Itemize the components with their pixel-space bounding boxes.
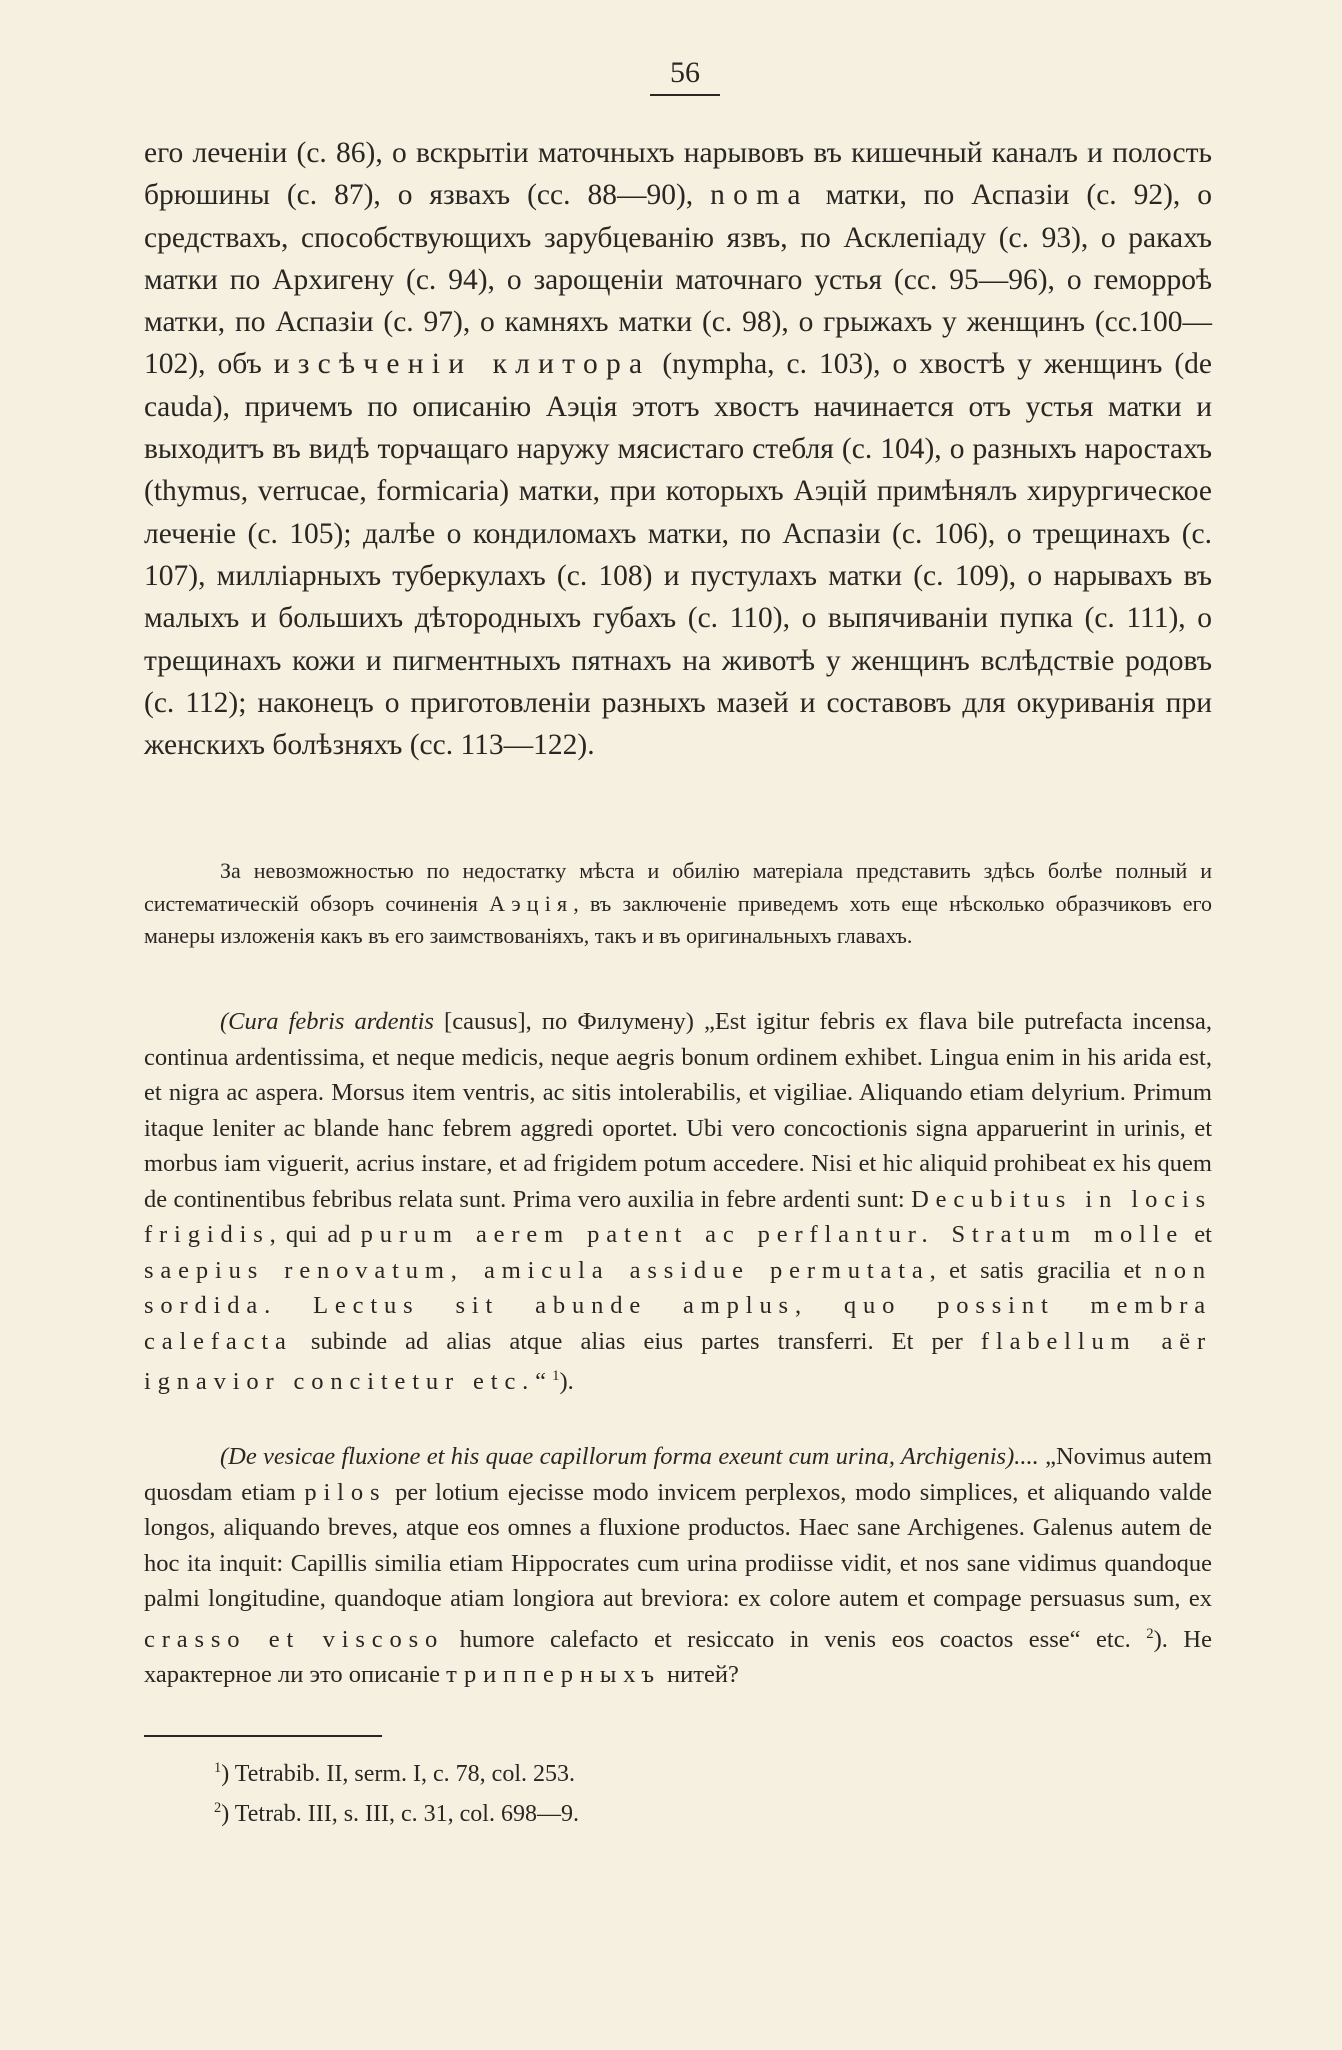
spaced-text: pilos [304, 1478, 387, 1506]
paragraph-latin-quote [144, 1004, 1212, 1400]
text-run: (nympha, с. 103), о хвостѣ у женщинъ (de cauda), причемъ по описанію Аэція этотъ хвостъ начинается отъ устья матки и выходитъ въ видѣ торчащаго наружу мясистаго стебля (с. 104), о разныхъ наростахъ (thymus, verrucae, formicaria) матки, при которыхъ Аэцій примѣнялъ хирургическое леченіе (с. 105); далѣе о кондиломахъ матки, по Аспазіи (с. 106), о трещинахъ (с. 107), милліарныхъ туберкулахъ (с. 108) и пустулахъ матки (с. 109), о нарывахъ въ малыхъ и большихъ дѣтородныхъ губахъ (с. 110), о выпячиваніи пупка (с. 111), о трещинахъ кожи и пигментныхъ пятнахъ на животѣ у женщинъ вслѣдствіе родовъ (с. 112); наконецъ о приготовленіи разныхъ мазей и составовъ для окуриванія при женскихъ болѣзняхъ (сс. 113—122). [144, 348, 1212, 762]
text-run: “ [535, 1368, 553, 1396]
text-run: „Novimus autem quosdam etiam [144, 1443, 1213, 1506]
spaced-text: noma [710, 179, 809, 212]
text-run: subinde ad alias atque alias eius partes transferri. Et per [292, 1327, 981, 1355]
text-run: , et satis gracilia et [929, 1256, 1155, 1284]
text-run: За невозможностью по недостатку мѣста и обилію матеріала представить здѣсь болѣе полный и систематическій обзоръ сочиненія [144, 858, 1212, 916]
page-number: 56 [650, 56, 720, 96]
spaced-text: non sordida. Lectus sit abunde amplus, quo possint membra calefacta [144, 1256, 1212, 1355]
italic-title: (De vesicae fluxione et his quae capillorum forma exeunt cum urina, Archigenis).... [220, 1443, 1039, 1470]
footnote-ref: 2 [1146, 1625, 1154, 1642]
text-run: per lotium ejecisse modo invicem perplexos, modo simplices, et aliquando valde longos, aliquando breves, atque eos omnes a fluxione productos. Haec sane Archigenes. Galenus autem de hoc ita inquit: Capillis similia etiam Hippocrates cum urina prodiisse vidit, et nos sane vidimus quandoque palmi longitudine, quandoque atiam longiora aut breviora: ex colore autem et compage persuasus sum, ex [144, 1478, 1212, 1612]
footnote-mark: 1 [214, 1760, 222, 1776]
paragraph-main [144, 132, 1212, 766]
paragraph-small [144, 855, 1212, 953]
text-run: humore calefacto et resiccato in venis eos coactos esse“ etc. [444, 1625, 1147, 1653]
spaced-text: Аэція [489, 890, 574, 916]
footnote-2 [214, 1800, 579, 1828]
footnote-divider [144, 1735, 382, 1737]
footnote-text: ) Tetrab. III, s. III, c. 31, col. 698—9. [221, 1801, 579, 1827]
text-run: его леченіи (с. 86), о вскрытіи маточныхъ нарывовъ въ кишечный каналъ и полость брюшины (с. 87), о язвахъ (сс. 88—90), [144, 137, 1212, 212]
text-run: матки, по Аспазіи (с. 92), о средствахъ, способствующихъ зарубцеванію язвъ, по Асклепіаду (с. 93), о ракахъ матки по Архигену (с. 94), о зарощеніи маточнаго устья (сс. 95—96), о геморроѣ матки, по Аспазіи (с. 97), о камняхъ матки (с. 98), о грыжахъ у женщинъ (сс.100—102), объ [144, 179, 1212, 381]
footnote-mark: 2 [214, 1800, 222, 1816]
spaced-text: изсѣченіи клитора [273, 348, 651, 381]
text-run: ). Не характерное ли это описаніе [144, 1625, 1212, 1689]
text-run: [causus], по Филумену) „Est igitur febris ex flava bile putrefacta incensa, continua ardentissima, et neque medicis, neque aegris bonum ordinem exhibet. Lingua enim in his arida est, et nigra ac aspera. Morsus item ventris, ac sitis intolerabilis, et vigiliae. Aliquando etiam delyrium. Primum itaque leniter ac blande hanc febrem aggredi oportet. Ubi vero concoctionis signa apparuerint in urinis, et morbus iam viguerit, acrius instare, et ad frigidem potum accedere. Nisi et hic aliquid prohibeat ex his quem de continentibus febribus relata sunt. Prima vero auxilia in febre ardenti sunt: [144, 1008, 1212, 1213]
footnote-text: ) Tetrabib. II, serm. I, c. 78, col. 253. [221, 1761, 575, 1787]
text-run: , qui ad [269, 1221, 361, 1248]
footnote-1 [214, 1760, 575, 1788]
text-run: нитей? [660, 1661, 739, 1689]
spaced-text: flabellum aër ignavior concitetur etc. [144, 1327, 1212, 1396]
paragraph-latin-quote-2 [144, 1439, 1212, 1693]
text-run: ). [559, 1368, 574, 1396]
text-run: , въ заключеніе приведемъ хоть еще нѣсколько образчиковъ его манеры изложенія какъ въ его заимствованіяхъ, такъ и въ оригинальныхъ главахъ. [144, 890, 1212, 948]
spaced-text: purum aerem patent ac perflantur. Stratum molle [360, 1221, 1185, 1248]
spaced-text: crasso et viscoso [144, 1625, 445, 1653]
italic-title: (Cura febris ardentis [220, 1008, 434, 1035]
footnote-ref: 1 [552, 1368, 560, 1384]
spaced-text: трипперныхъ [446, 1661, 661, 1689]
spaced-text: saepius renovatum, amicula assidue permutata [144, 1256, 930, 1284]
spaced-text: Decubitus in locis frigidis [144, 1185, 1212, 1248]
text-run: et [1184, 1221, 1212, 1248]
